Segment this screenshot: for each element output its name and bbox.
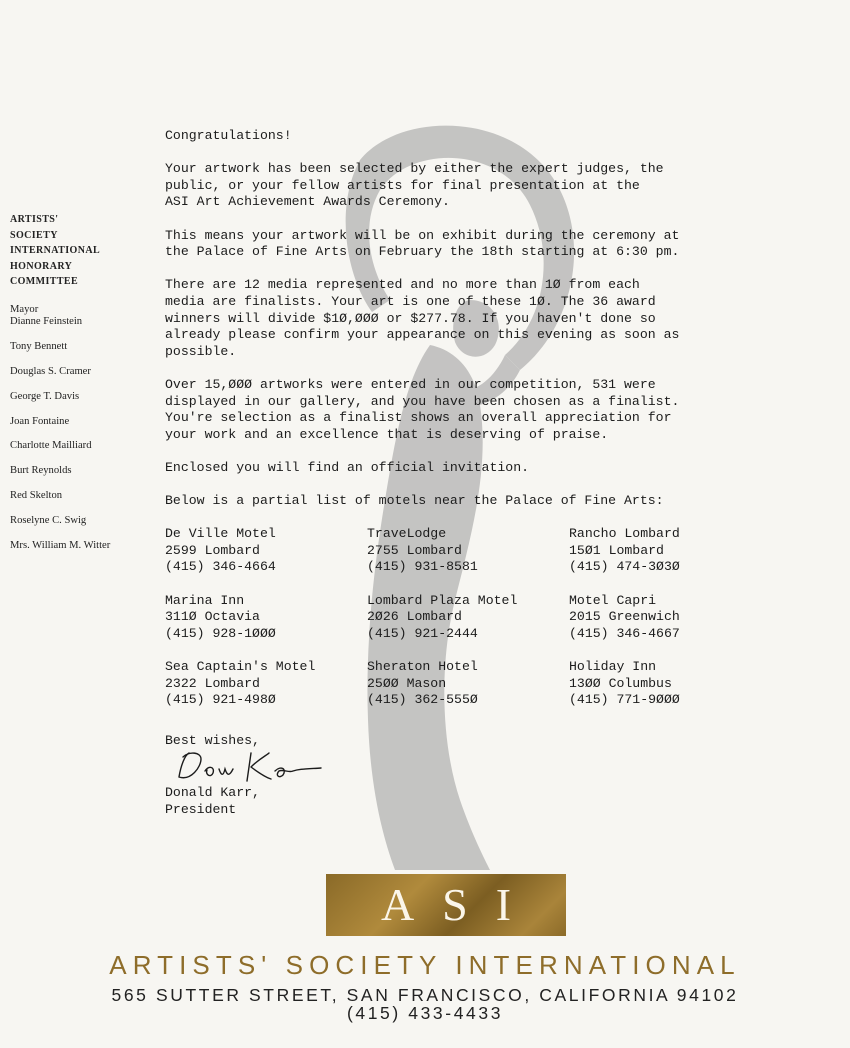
motel-entry <box>165 526 367 576</box>
signature-mark <box>171 747 341 787</box>
committee-member: Joan Fontaine <box>10 415 70 427</box>
motel-phone: (415) 921-2444 <box>367 625 478 641</box>
motel-list <box>165 526 725 709</box>
motel-phone: (415) 346-4667 <box>569 625 680 641</box>
signer-name: Donald Karr, <box>165 785 260 801</box>
letter-body <box>165 128 725 819</box>
motel-phone: (415) 931-8581 <box>367 559 478 575</box>
motel-address: 2015 Greenwich <box>569 609 680 625</box>
motel-address: 311Ø Octavia <box>165 609 260 625</box>
organization-name: ARTISTS' SOCIETY INTERNATIONAL <box>109 950 741 980</box>
motel-address: 15Ø1 Lombard <box>569 542 664 558</box>
motel-name: Sheraton Hotel <box>367 659 478 674</box>
paragraph: This means your artwork will be on exhibit during the ceremony at the Palace of Fine Arts on February the 18th starting at 6:30 pm. <box>165 227 680 260</box>
motel-name: Rancho Lombard <box>569 526 680 542</box>
honorary-committee <box>10 212 150 565</box>
committee-member: Tony Bennett <box>10 340 68 352</box>
motel-entry <box>367 593 569 643</box>
paragraph: Your artwork has been selected by either the expert judges, the public, or your fellow artists for final presentation at the ASI Art Achievement Awards Ceremony. <box>165 161 664 210</box>
motel-name: Holiday Inn <box>569 659 657 674</box>
motel-address: 2Ø26 Lombard <box>367 609 462 625</box>
motel-entry <box>165 593 367 643</box>
motel-phone: (415) 346-4664 <box>165 559 276 575</box>
committee-member: George T. Davis <box>10 390 80 402</box>
motel-name: Motel Capri <box>569 592 657 608</box>
motel-entry <box>165 659 367 709</box>
committee-member: Roselyne C. Swig <box>10 515 87 527</box>
closing: Best wishes, <box>165 732 260 748</box>
organization-phone: (415) 433-4433 <box>346 1003 504 1023</box>
committee-member: Charlotte Mailliard <box>10 440 92 452</box>
motel-phone: (415) 771-9ØØØ <box>569 692 680 708</box>
motel-name: Marina Inn <box>165 592 245 608</box>
motel-phone: (415) 362-555Ø <box>367 692 478 708</box>
motel-phone: (415) 921-498Ø <box>165 692 276 708</box>
paragraph: Over 15,ØØØ artworks were entered in our competition, 531 were displayed in our gallery, and you have been chosen as a finalist. You're selection as a finalist shows an overall appreciation for your work and an excellence that is deserving of praise. <box>165 376 680 442</box>
motel-name: Lombard Plaza Motel <box>367 592 518 608</box>
motel-entry <box>569 593 739 643</box>
motel-phone: (415) 928-1ØØØ <box>165 625 276 641</box>
paragraph: Enclosed you will find an official invitation. <box>165 459 530 475</box>
greeting: Congratulations! <box>165 128 292 143</box>
motel-entry <box>367 526 569 576</box>
motel-address: 2322 Lombard <box>165 675 260 691</box>
motel-name: TraveLodge <box>367 526 447 542</box>
motel-name: Sea Captain's Motel <box>165 659 316 674</box>
asi-logo <box>326 874 566 936</box>
signer-title: President <box>165 801 237 817</box>
motel-address: 2755 Lombard <box>367 542 462 558</box>
committee-member: Red Skelton <box>10 490 63 502</box>
motel-entry <box>569 526 739 576</box>
logo-text: ASI <box>380 879 540 930</box>
committee-member: Mayor Dianne Feinstein <box>10 303 83 327</box>
committee-title: ARTISTS' SOCIETY INTERNATIONAL HONORARY COMMITTEE <box>10 214 101 287</box>
committee-member: Douglas S. Cramer <box>10 365 91 377</box>
signature <box>169 749 725 785</box>
motel-phone: (415) 474-3Ø3Ø <box>569 559 680 575</box>
motel-entry <box>367 659 569 709</box>
motel-address: 13ØØ Columbus <box>569 675 672 691</box>
motel-entry <box>569 659 739 709</box>
motel-address: 2599 Lombard <box>165 542 260 558</box>
committee-member: Burt Reynolds <box>10 465 72 477</box>
motel-address: 25ØØ Mason <box>367 675 447 691</box>
paragraph: Below is a partial list of motels near the Palace of Fine Arts: <box>165 493 664 509</box>
committee-member: Mrs. William M. Witter <box>10 540 111 552</box>
paragraph: There are 12 media represented and no more than 1Ø from each media are finalists. Your art is one of these 1Ø. The 36 award winners will divide $1Ø,ØØØ or $277.78. If you haven't done so already please confirm your appearance on this evening as soon as possible. <box>165 277 680 359</box>
motel-name: De Ville Motel <box>165 526 276 542</box>
organization-address: 565 SUTTER STREET, SAN FRANCISCO, CALIFORNIA 94102 <box>111 985 739 1005</box>
